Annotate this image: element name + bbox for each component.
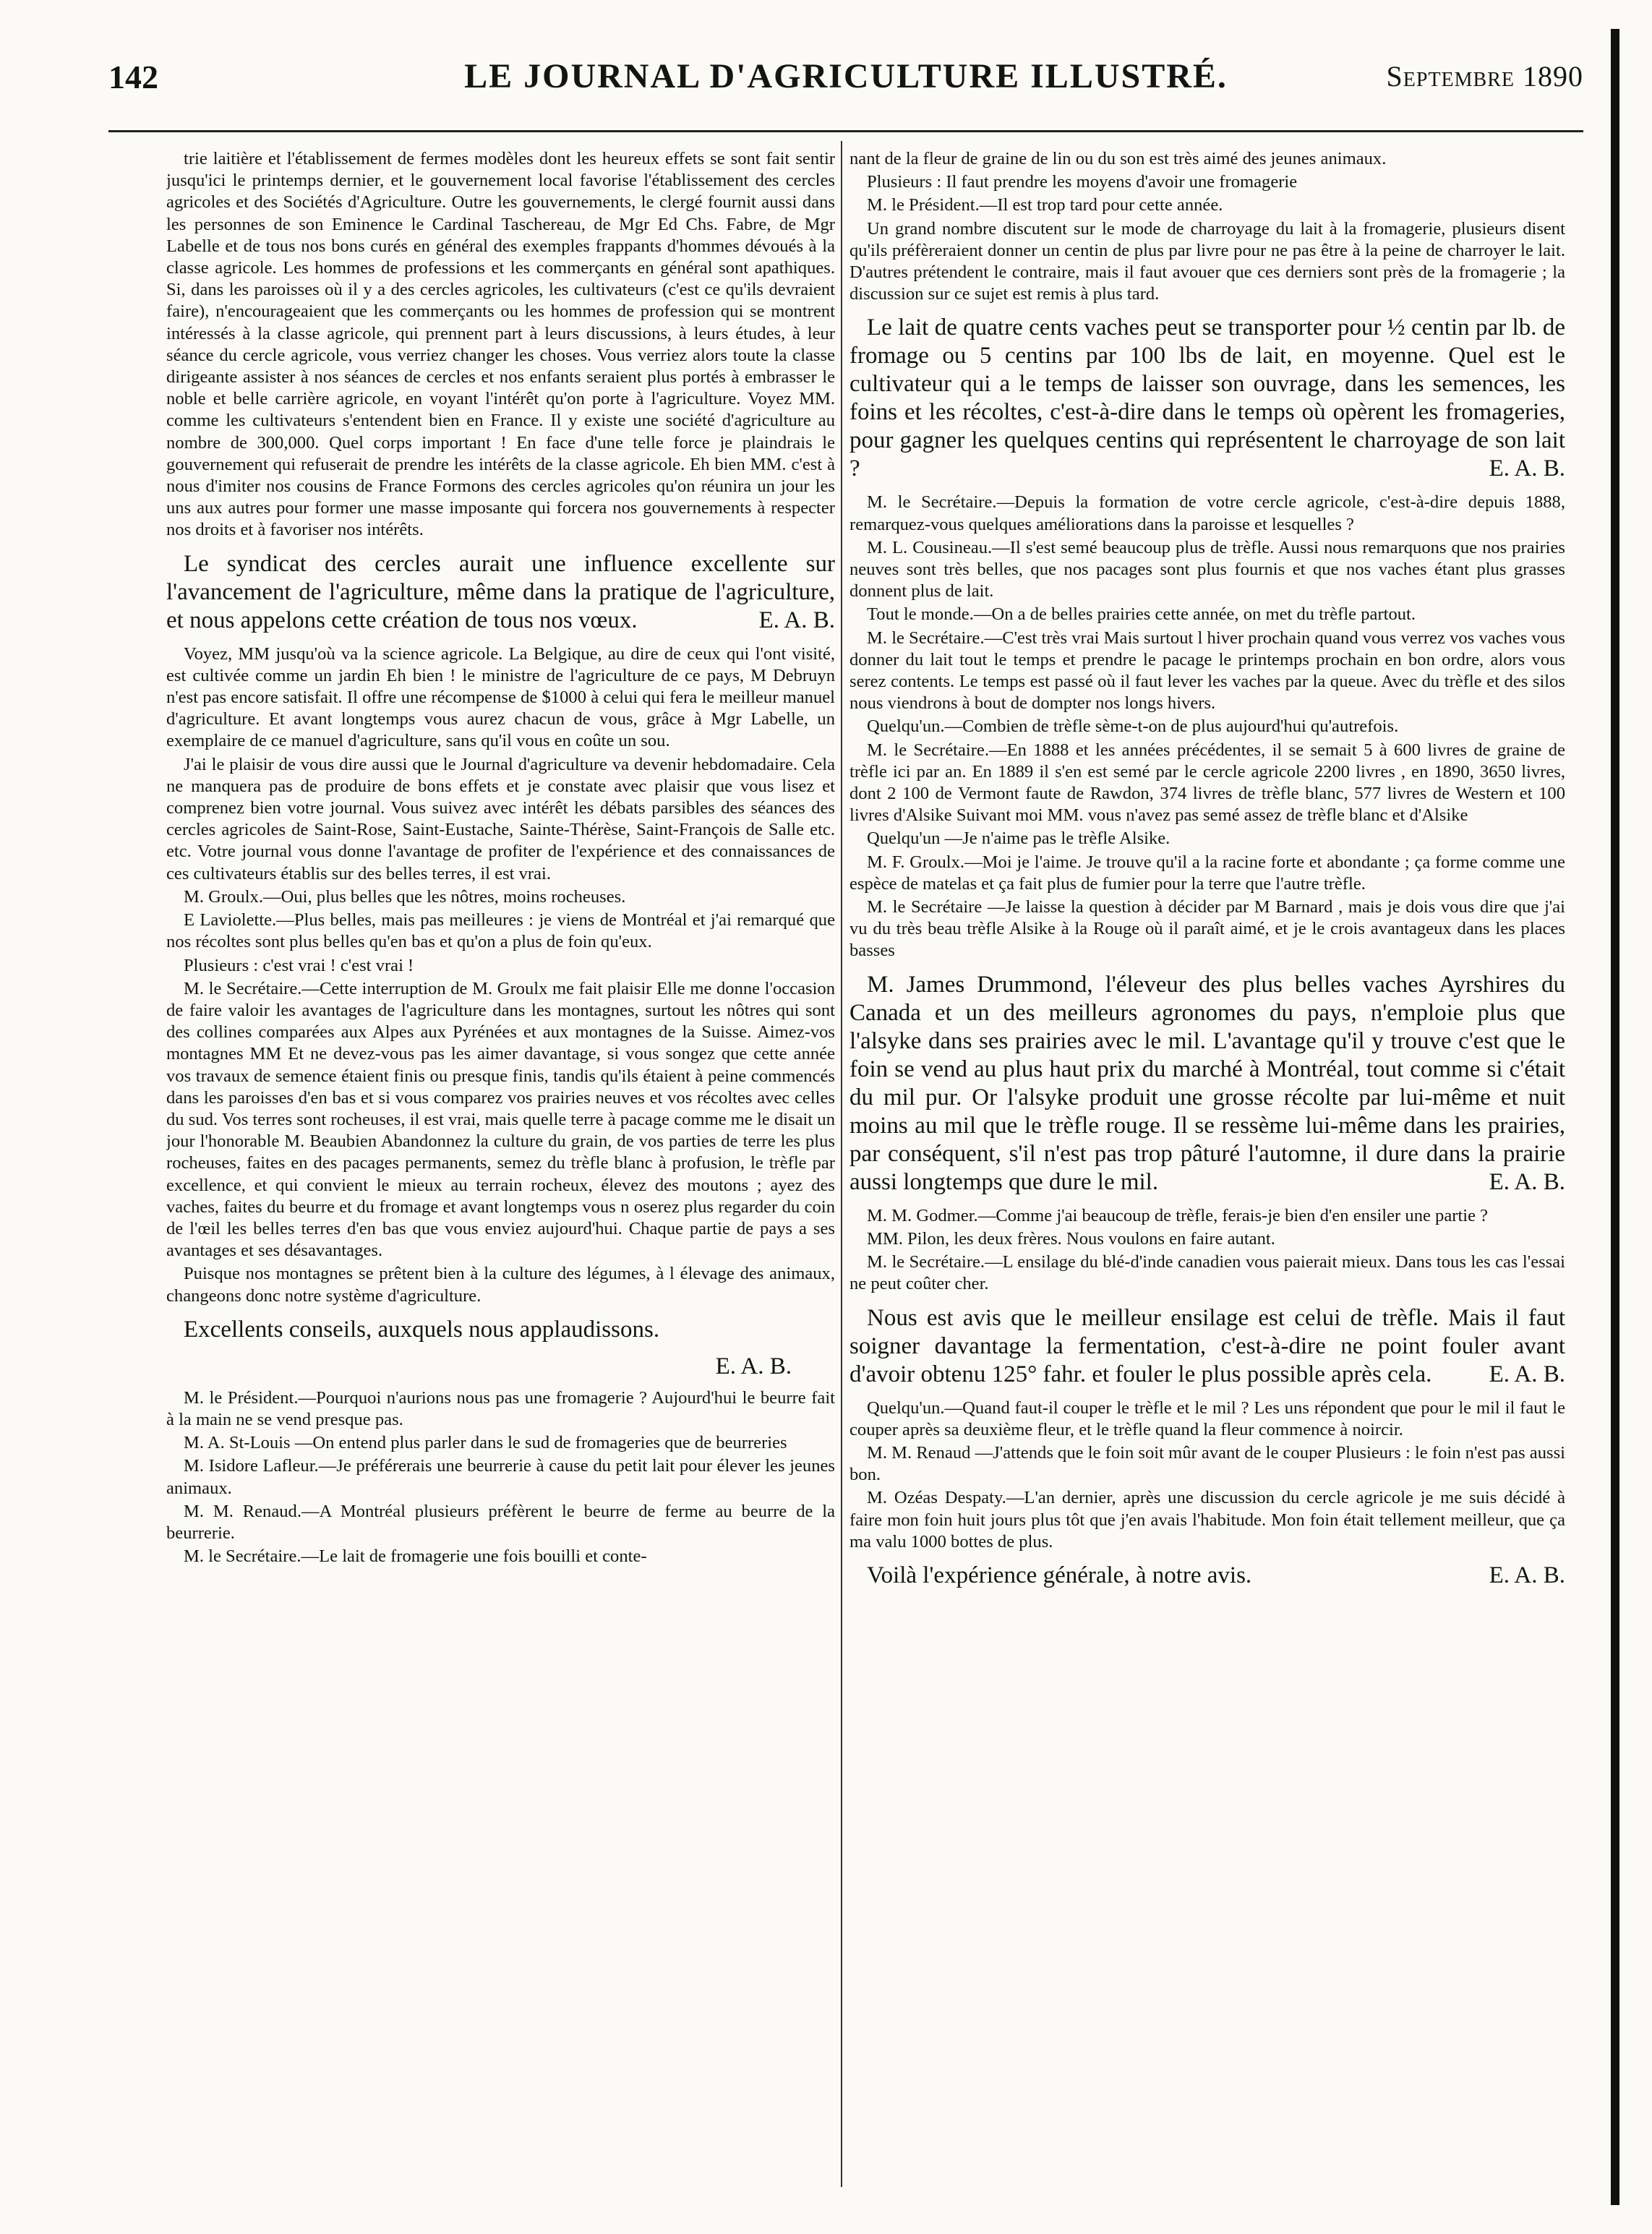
- issue-date: Septembre 1890: [1386, 60, 1583, 93]
- paragraph: M. F. Groulx.—Moi je l'aime. Je trouve qu'il a la racine forte et abondante ; ça forme comme une espèce de matelas et ça fait plus de fumier pour la terre que l'autre trèfle.: [849, 852, 1565, 894]
- paragraph: M. A. St-Louis —On entend plus parler dans le sud de fromageries que de beurreries: [184, 1433, 787, 1453]
- paragraph: nant de la fleur de graine de lin ou du son est très aimé des jeunes animaux.: [849, 149, 1387, 168]
- journal-title: LE JOURNAL D'AGRICULTURE ILLUSTRÉ.: [464, 57, 1228, 95]
- editorial-text: Nous est avis que le meilleur ensilage est celui de trèfle. Mais il faut soigner davantage la fermentation, c'est-à-dire ne point fouler avant d'avoir obtenu 125° fahr. et fouler le plus possible après cela.: [849, 1304, 1565, 1387]
- editorial-comment: [166, 1316, 835, 1344]
- editorial-text: Le lait de quatre cents vaches peut se transporter pour ½ centin par lb. de fromage ou 5 centins par 100 lbs de lait, en moyenne. Quel est le cultivateur qui a le temps de laisser son ouvrage, dans les semences, les foins et les récoltes, c'est-à-dire dans le temps où opèrent les fromageries, pour gagner les quelques centins qui représentent le charroyage de son lait ?: [849, 314, 1565, 482]
- editorial-comment: [849, 971, 1565, 1197]
- editorial-comment: [849, 1562, 1565, 1590]
- editor-signature: E. A. B.: [1489, 455, 1565, 482]
- paragraph: M. le Secrétaire.—Le lait de fromagerie une fois bouilli et conte-: [184, 1546, 647, 1567]
- editorial-comment: [849, 1304, 1565, 1389]
- paragraph: M. le Secrétaire.—En 1888 et les années précédentes, il se semait 5 à 600 livres de graine de trèfle ici par an. En 1889 il s'en est semé par le cercle agricole 2200 livres , en 1890, 3650 livres, dont 2 100 de Vermont faute de Rawdon, 374 livres de trèfle blanc, 577 livres de Western et 100 livres d'Alsike Suivant moi MM. vous n'avez pas semé assez de trèfle blanc et d'Alsike: [849, 740, 1565, 826]
- left-column: [166, 148, 835, 2187]
- paragraph: M. Isidore Lafleur.—Je préférerais une beurrerie à cause du petit lait pour élever les jeunes animaux.: [166, 1456, 835, 1498]
- paragraph: Quelqu'un.—Combien de trèfle sème-t-on de plus aujourd'hui qu'autrefois.: [867, 716, 1399, 737]
- header-rule: [108, 130, 1583, 132]
- paragraph: M. le Secrétaire —Je laisse la question à décider par M Barnard , mais je dois vous dire que j'ai vu du très beau trèfle Alsike à la Rouge où il paraît aimé, et je le crois avantageux dans les places basses: [849, 897, 1565, 961]
- editorial-text: M. James Drummond, l'éleveur des plus belles vaches Ayrshires du Canada et un des meilleurs agronomes du pays, n'emploie plus que l'alsyke dans ses prairies avec le mil. L'avantage qu'il y trouve c'est que le foin se vend au plus haut prix du marché à Montréal, tout comme si c'était du mil pur. Or l'alsyke produit une grosse récolte par lui-même et nuit moins au mil que le trèfle rouge. Il se ressème lui-même dans les prairies, par conséquent, s'il n'est pas trop pâturé l'automne, il dure dans la prairie aussi longtemps que dure le mil.: [849, 971, 1565, 1195]
- editorial-text: Excellents conseils, auxquels nous applaudissons.: [184, 1316, 660, 1343]
- paragraph: E Laviolette.—Plus belles, mais pas meilleures : je viens de Montréal et j'ai remarqué que nos récoltes sont plus belles qu'en bas et qu'on a plus de foin qu'eux.: [166, 910, 835, 952]
- column-divider: [841, 141, 842, 2187]
- paragraph: Quelqu'un.—Quand faut-il couper le trèfle et le mil ? Les uns répondent que pour le mil il faut le couper après sa deuxième fleur, et le trèfle quand la fleur commence à noircir.: [849, 1398, 1565, 1439]
- paragraph: Puisque nos montagnes se prêtent bien à la culture des légumes, à l élevage des animaux, changeons donc notre système d'agriculture.: [166, 1264, 835, 1306]
- editorial-comment: [166, 550, 835, 635]
- paragraph: Plusieurs : Il faut prendre les moyens d'avoir une fromagerie: [867, 172, 1298, 192]
- paragraph: M. Groulx.—Oui, plus belles que les nôtres, moins rocheuses.: [184, 886, 626, 907]
- editor-signature: E. A. B.: [1489, 1168, 1565, 1195]
- paragraph: Tout le monde.—On a de belles prairies cette année, on met du trèfle partout.: [867, 604, 1416, 625]
- editorial-text: Le syndicat des cercles aurait une influence excellente sur l'avancement de l'agriculture, même dans la pratique de l'agriculture, et nous appelons cette création de tous nos vœux.: [166, 550, 835, 633]
- paragraph: M. M. Godmer.—Comme j'ai beaucoup de trèfle, ferais-je bien d'en ensiler une partie ?: [867, 1205, 1489, 1225]
- paragraph: M. le Président.—Il est trop tard pour cette année.: [867, 195, 1223, 215]
- paragraph: trie laitière et l'établissement de fermes modèles dont les heureux effets se sont fait sentir jusqu'ici le printemps dernier, et le gouvernement local favorise l'établissement des cercles agricoles et des Sociétés d'Agriculture. Outre les gouvernements, le clergé fournit aussi dans les personnes de son Eminence le Cardinal Taschereau, de Mgr Ed Chs. Fabre, de Mgr Labelle et de tous nos bons curés en général des exemples frappants d'hommes dévoués à la classe agricole. Les hommes de professions et les commerçants en général sont apathiques. Si, dans les paroisses où il y a des cercles agricoles, les cultivateurs (c'est ce qu'ils devraient faire), n'encourageaient que les commerçants ou les hommes de profession qui se montrent intéressés à la classe agricole, qui prennent part à leurs discussions, à leurs études, à leur séance du cercle agricole, vous verriez changer les choses. Vous verriez alors toute la classe dirigeante assister à nos séances de cercles et nos enfants seraient plus portés à embrasser le noble et belle carrière agricole, en voyant l'intérêt qu'on porte à l'agriculture. Voyez MM. comme les cultivateurs s'entendent bien en France. Il y existe une société d'agriculture au nombre de 300,000. Quel corps important ! En face d'une telle force je plaindrais le gouvernement qui refuserait de prendre les intérêts de la classe agricole. Eh bien MM. c'est à nous d'imiter nos cousins de France Formons des cercles agricoles qu'on réunira un jour les uns aux autres pour former une masse imposante qui forcera nos gouvernements à respecter nos droits et à favoriser nos intérêts.: [166, 149, 835, 540]
- paragraph: M. le Secrétaire.—Depuis la formation de votre cercle agricole, c'est-à-dire depuis 1888, remarquez-vous quelques améliorations dans la paroisse et lesquelles ?: [849, 492, 1565, 534]
- paragraph: M. le Secrétaire.—L ensilage du blé-d'inde canadien vous paierait mieux. Dans tous les cas l'essai ne peut coûter cher.: [849, 1252, 1565, 1294]
- paragraph: M. le Secrétaire.—C'est très vrai Mais surtout l hiver prochain quand vous verrez vos vaches vous donner du lait tout le temps et prendre le pacage le printemps prochain en bon ordre, alors vous serez contents. Le temps est passé où il faut lever les vaches par la queue. Avec du trèfle et des silos nous viendrons à bout de dompter nos longs hivers.: [849, 628, 1565, 714]
- paragraph: M. le Secrétaire.—Cette interruption de M. Groulx me fait plaisir Elle me donne l'occasion de faire valoir les avantages de l'agriculture dans les montagnes, surtout les nôtres qui sont des collines comparées aux Alpes aux Pyrénées et aux montagnes de la Suisse. Aimez-vos montagnes MM Et ne devez-vous pas les aimer davantage, si vous songez que cette année vos travaux de semence étaient finis ou presque finis, tandis qu'ils étaient à peine commencés dans les paroisses d'en bas et si vous comparez vos prairies neuves et vos récoltes avec celles du sud. Vos terres sont rocheuses, il est vrai, mais quelle terre à pacage comme me le disait un jour l'honorable M. Beaubien Abandonnez la culture du grain, de vos parties de terre les plus rocheuses, faites en des pacages permanents, semez du trèfle blanc à profusion, le trèfle par excellence, et qui convient le mieux au terrain rocheux, élevez des moutons ; ayez des vaches, faites du beurre et du fromage et avant longtemps vous n oserez plus regarder du coin de l'œil les belles terres d'en bas que vous enviez aujourd'hui. Chaque partie de pays a ses avantages et ses désavantages.: [166, 978, 835, 1261]
- page-header: [108, 52, 1583, 110]
- paragraph: M. Ozéas Despaty.—L'an dernier, après une discussion du cercle agricole je me suis décidé à faire mon foin huit jours plus tôt que j'en avais l'habitude. Mon foin était tellement meilleur, que ça ma valu 1000 bottes de plus.: [849, 1488, 1565, 1552]
- paragraph: M. M. Renaud.—A Montréal plusieurs préfèrent le beurre de ferme au beurre de la beurrerie.: [166, 1501, 835, 1543]
- editor-signature: E. A. B.: [1489, 1361, 1565, 1387]
- paragraph: M. le Président.—Pourquoi n'aurions nous pas une fromagerie ? Aujourd'hui le beurre fait à la main ne se vend presque pas.: [166, 1387, 835, 1429]
- paragraph: Plusieurs : c'est vrai ! c'est vrai !: [184, 955, 414, 975]
- editor-signature: E. A. B.: [758, 607, 835, 633]
- paragraph: Quelqu'un —Je n'aime pas le trèfle Alsike.: [867, 829, 1170, 849]
- binding-edge: [1611, 29, 1619, 2205]
- editor-signature: E. A. B.: [1489, 1562, 1565, 1588]
- editorial-comment: [849, 314, 1565, 483]
- paragraph: MM. Pilon, les deux frères. Nous voulons en faire autant.: [867, 1228, 1275, 1249]
- paragraph: J'ai le plaisir de vous dire aussi que le Journal d'agriculture va devenir hebdomadaire. Cela ne manquera pas de produire de bons effets et je constate avec plaisir que vous lisez et comprenez bien votre journal. Vous suivez avec intérêt les débats parsibles des séances des cercles agricoles de Saint-Rose, Saint-Eustache, Sainte-Thérèse, Saint-François de Salle etc. etc. Votre journal vous donne l'avantage de profiter de l'expérience et des connaissances de ces cultivateurs établis sur des belles terres, il est vrai.: [166, 754, 835, 883]
- paragraph: M. L. Cousineau.—Il s'est semé beaucoup plus de trèfle. Aussi nous remarquons que nos prairies neuves sont très belles, que nos pacages sont plus fournis et que nos vaches étant plus grasses donnent plus de lait.: [849, 537, 1565, 602]
- editorial-text: Voilà l'expérience générale, à notre avis.: [867, 1562, 1252, 1588]
- page-number: 142: [108, 59, 158, 95]
- right-column: [849, 148, 1565, 2187]
- signature: E. A. B.: [715, 1353, 792, 1379]
- paragraph: M. M. Renaud —J'attends que le foin soit mûr avant de le couper Plusieurs : le foin n'est pas aussi bon.: [849, 1442, 1565, 1485]
- paragraph: Un grand nombre discutent sur le mode de charroyage du lait à la fromagerie, plusieurs disent qu'ils préfèreraient donner un centin de plus par livre pour ne pas être à la peine de charroyer le lait. D'autres prétendent le contraire, mais il faut avouer que ces derniers sont près de la fromagerie ; la discussion sur ce sujet est remis à plus tard.: [849, 218, 1565, 304]
- paragraph: Voyez, MM jusqu'où va la science agricole. La Belgique, au dire de ceux qui l'ont visité, est cultivée comme un jardin Eh bien ! le ministre de l'agriculture de ce pays, M Debruyn n'est pas encore satisfait. Il offre une récompense de $1000 à celui qui fera le meilleur manuel d'agriculture. Et avant longtemps vous aurez chacun de vous, grâce à Mgr Labelle, un exemplaire de ce manuel d'agriculture, sans qu'il vous en coûte un sou.: [166, 643, 835, 751]
